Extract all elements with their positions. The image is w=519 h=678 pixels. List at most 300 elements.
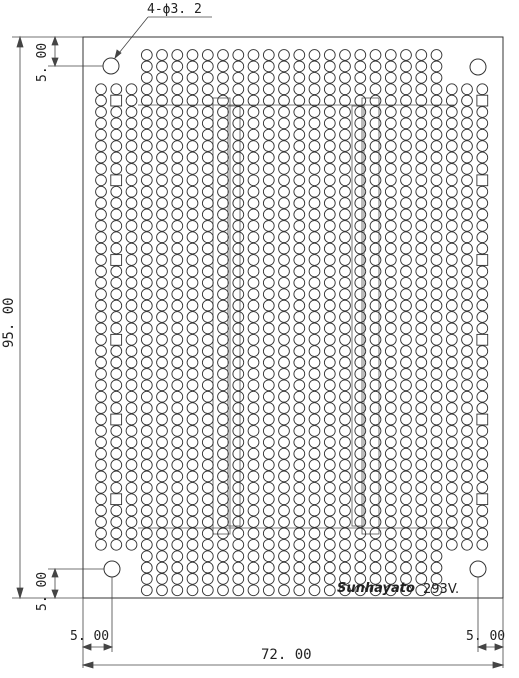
hole bbox=[111, 300, 122, 311]
hole bbox=[385, 437, 396, 448]
hole bbox=[294, 346, 305, 357]
hole bbox=[416, 141, 427, 152]
hole bbox=[340, 323, 351, 334]
hole bbox=[157, 164, 168, 175]
hole bbox=[431, 323, 442, 334]
hole bbox=[172, 61, 183, 72]
hole bbox=[263, 448, 274, 459]
hole bbox=[187, 426, 198, 437]
hole bbox=[111, 528, 122, 539]
hole bbox=[172, 198, 183, 209]
hole bbox=[446, 323, 457, 334]
hole bbox=[96, 369, 107, 380]
hole bbox=[111, 152, 122, 163]
hole bbox=[263, 562, 274, 573]
hole bbox=[477, 357, 488, 368]
hole bbox=[157, 118, 168, 129]
hole bbox=[126, 437, 137, 448]
hole bbox=[385, 426, 396, 437]
hole bbox=[202, 346, 213, 357]
hole bbox=[416, 391, 427, 402]
hole bbox=[416, 551, 427, 562]
hole bbox=[294, 72, 305, 83]
hole bbox=[172, 482, 183, 493]
hole bbox=[111, 84, 122, 95]
hole bbox=[172, 346, 183, 357]
square-pad bbox=[477, 255, 488, 266]
hole bbox=[309, 61, 320, 72]
hole bbox=[309, 118, 320, 129]
hole bbox=[294, 574, 305, 585]
hole bbox=[157, 357, 168, 368]
hole bbox=[431, 380, 442, 391]
hole bbox=[279, 152, 290, 163]
hole bbox=[294, 539, 305, 550]
hole bbox=[248, 164, 259, 175]
hole bbox=[355, 84, 366, 95]
hole bbox=[126, 448, 137, 459]
hole bbox=[172, 221, 183, 232]
hole bbox=[416, 448, 427, 459]
hole bbox=[279, 289, 290, 300]
hole bbox=[279, 323, 290, 334]
hole bbox=[126, 312, 137, 323]
hole bbox=[431, 107, 442, 118]
hole bbox=[263, 380, 274, 391]
hole bbox=[340, 426, 351, 437]
hole bbox=[431, 209, 442, 220]
hole bbox=[111, 437, 122, 448]
hole bbox=[233, 357, 244, 368]
hole bbox=[401, 300, 412, 311]
hole bbox=[126, 129, 137, 140]
hole bbox=[416, 152, 427, 163]
hole bbox=[187, 186, 198, 197]
hole bbox=[111, 289, 122, 300]
width-label: 72. 00 bbox=[261, 647, 312, 663]
hole bbox=[355, 50, 366, 61]
hole bbox=[446, 517, 457, 528]
hole bbox=[416, 300, 427, 311]
hole bbox=[385, 95, 396, 106]
hole bbox=[172, 118, 183, 129]
hole bbox=[172, 414, 183, 425]
hole bbox=[141, 369, 152, 380]
hole bbox=[126, 95, 137, 106]
hole bbox=[477, 209, 488, 220]
hole bbox=[477, 141, 488, 152]
hole bbox=[385, 517, 396, 528]
hole bbox=[279, 482, 290, 493]
hole bbox=[172, 574, 183, 585]
hole bbox=[416, 323, 427, 334]
hole bbox=[248, 186, 259, 197]
hole bbox=[446, 414, 457, 425]
hole bbox=[309, 391, 320, 402]
hole bbox=[263, 505, 274, 516]
square-pad bbox=[477, 414, 488, 425]
hole bbox=[385, 369, 396, 380]
hole bbox=[218, 50, 229, 61]
hole bbox=[172, 357, 183, 368]
hole bbox=[370, 551, 381, 562]
hole bbox=[294, 175, 305, 186]
hole bbox=[187, 221, 198, 232]
hole bbox=[218, 266, 229, 277]
hole bbox=[462, 414, 473, 425]
hole bbox=[248, 369, 259, 380]
hole bbox=[294, 243, 305, 254]
hole bbox=[446, 312, 457, 323]
offset-left-arrow-a bbox=[83, 644, 91, 650]
hole bbox=[111, 505, 122, 516]
hole bbox=[462, 289, 473, 300]
hole bbox=[233, 129, 244, 140]
hole bbox=[126, 403, 137, 414]
hole bbox=[263, 61, 274, 72]
hole bbox=[477, 266, 488, 277]
hole bbox=[431, 266, 442, 277]
hole bbox=[309, 95, 320, 106]
hole bbox=[416, 221, 427, 232]
hole bbox=[126, 164, 137, 175]
hole bbox=[111, 482, 122, 493]
hole bbox=[477, 471, 488, 482]
hole bbox=[340, 232, 351, 243]
hole bbox=[233, 551, 244, 562]
hole bbox=[324, 300, 335, 311]
hole bbox=[96, 403, 107, 414]
hole bbox=[126, 494, 137, 505]
hole bbox=[324, 312, 335, 323]
hole bbox=[218, 471, 229, 482]
hole bbox=[462, 517, 473, 528]
hole bbox=[294, 164, 305, 175]
hole bbox=[431, 152, 442, 163]
hole bbox=[157, 243, 168, 254]
hole bbox=[233, 414, 244, 425]
hole bbox=[279, 61, 290, 72]
hole bbox=[477, 129, 488, 140]
hole bbox=[309, 312, 320, 323]
hole bbox=[370, 50, 381, 61]
hole bbox=[401, 277, 412, 288]
hole bbox=[279, 107, 290, 118]
hole bbox=[324, 152, 335, 163]
hole bbox=[279, 95, 290, 106]
hole bbox=[248, 551, 259, 562]
hole bbox=[141, 186, 152, 197]
hole bbox=[340, 517, 351, 528]
hole bbox=[385, 255, 396, 266]
hole bbox=[248, 255, 259, 266]
hole bbox=[279, 505, 290, 516]
hole bbox=[431, 448, 442, 459]
hole bbox=[157, 585, 168, 596]
hole bbox=[248, 232, 259, 243]
hole bbox=[172, 539, 183, 550]
hole bbox=[309, 460, 320, 471]
hole bbox=[263, 357, 274, 368]
hole bbox=[233, 426, 244, 437]
hole bbox=[324, 505, 335, 516]
hole bbox=[263, 118, 274, 129]
hole bbox=[294, 403, 305, 414]
hole bbox=[309, 437, 320, 448]
offset-top-arrow-b bbox=[52, 58, 58, 66]
hole bbox=[446, 448, 457, 459]
hole bbox=[462, 141, 473, 152]
hole bbox=[157, 426, 168, 437]
hole bbox=[279, 277, 290, 288]
hole bbox=[385, 494, 396, 505]
hole bbox=[401, 186, 412, 197]
hole bbox=[248, 574, 259, 585]
hole bbox=[141, 346, 152, 357]
hole bbox=[309, 152, 320, 163]
hole bbox=[157, 391, 168, 402]
hole bbox=[431, 72, 442, 83]
hole bbox=[309, 266, 320, 277]
hole bbox=[431, 186, 442, 197]
hole bbox=[446, 346, 457, 357]
offset-top-label: 5. 00 bbox=[35, 42, 50, 82]
hole bbox=[233, 460, 244, 471]
hole bbox=[340, 528, 351, 539]
hole bbox=[126, 255, 137, 266]
hole bbox=[340, 175, 351, 186]
hole bbox=[263, 312, 274, 323]
hole bbox=[279, 84, 290, 95]
width-arrow-left bbox=[83, 662, 93, 668]
hole bbox=[446, 300, 457, 311]
hole bbox=[141, 403, 152, 414]
hole bbox=[416, 357, 427, 368]
hole bbox=[294, 323, 305, 334]
hole bbox=[385, 209, 396, 220]
hole bbox=[340, 437, 351, 448]
hole bbox=[141, 84, 152, 95]
hole bbox=[172, 289, 183, 300]
hole bbox=[172, 232, 183, 243]
hole bbox=[324, 357, 335, 368]
hole bbox=[233, 574, 244, 585]
width-arrow-right bbox=[493, 662, 503, 668]
hole bbox=[96, 255, 107, 266]
hole bbox=[431, 300, 442, 311]
hole bbox=[462, 494, 473, 505]
hole bbox=[248, 380, 259, 391]
hole bbox=[96, 391, 107, 402]
hole bbox=[187, 403, 198, 414]
hole bbox=[416, 209, 427, 220]
hole bbox=[294, 460, 305, 471]
hole bbox=[340, 391, 351, 402]
hole bbox=[248, 312, 259, 323]
hole bbox=[294, 107, 305, 118]
hole bbox=[141, 357, 152, 368]
hole bbox=[279, 243, 290, 254]
hole bbox=[309, 528, 320, 539]
hole bbox=[340, 164, 351, 175]
hole bbox=[416, 61, 427, 72]
hole bbox=[233, 243, 244, 254]
hole bbox=[401, 448, 412, 459]
hole bbox=[340, 380, 351, 391]
hole bbox=[279, 334, 290, 345]
hole bbox=[263, 494, 274, 505]
hole bbox=[294, 551, 305, 562]
hole bbox=[279, 471, 290, 482]
hole bbox=[187, 380, 198, 391]
hole bbox=[324, 426, 335, 437]
hole bbox=[340, 152, 351, 163]
hole bbox=[202, 574, 213, 585]
hole bbox=[233, 391, 244, 402]
hole bbox=[462, 300, 473, 311]
hole bbox=[141, 414, 152, 425]
hole bbox=[172, 426, 183, 437]
hole bbox=[202, 118, 213, 129]
hole bbox=[294, 300, 305, 311]
hole bbox=[248, 243, 259, 254]
hole bbox=[263, 369, 274, 380]
hole bbox=[126, 369, 137, 380]
hole bbox=[324, 72, 335, 83]
hole bbox=[324, 118, 335, 129]
hole bbox=[263, 289, 274, 300]
hole bbox=[431, 369, 442, 380]
hole bbox=[96, 118, 107, 129]
hole bbox=[157, 61, 168, 72]
hole bbox=[462, 84, 473, 95]
hole bbox=[477, 277, 488, 288]
hole bbox=[202, 175, 213, 186]
hole bbox=[233, 61, 244, 72]
hole bbox=[187, 164, 198, 175]
hole bbox=[248, 437, 259, 448]
hole bbox=[233, 369, 244, 380]
hole bbox=[340, 84, 351, 95]
hole bbox=[416, 277, 427, 288]
hole bbox=[202, 414, 213, 425]
hole bbox=[172, 266, 183, 277]
hole bbox=[202, 50, 213, 61]
hole bbox=[416, 471, 427, 482]
hole bbox=[126, 391, 137, 402]
hole bbox=[477, 84, 488, 95]
hole bbox=[96, 346, 107, 357]
hole bbox=[248, 50, 259, 61]
hole bbox=[340, 562, 351, 573]
hole bbox=[446, 209, 457, 220]
hole bbox=[294, 482, 305, 493]
hole bbox=[324, 209, 335, 220]
hole bbox=[126, 334, 137, 345]
hole bbox=[141, 380, 152, 391]
hole bbox=[187, 562, 198, 573]
hole bbox=[263, 255, 274, 266]
hole bbox=[477, 300, 488, 311]
hole bbox=[324, 471, 335, 482]
hole bbox=[126, 482, 137, 493]
hole bbox=[309, 505, 320, 516]
hole bbox=[172, 186, 183, 197]
hole bbox=[172, 471, 183, 482]
hole bbox=[279, 221, 290, 232]
hole bbox=[157, 107, 168, 118]
height-arrow-bottom bbox=[17, 588, 23, 598]
hole bbox=[446, 277, 457, 288]
hole bbox=[233, 539, 244, 550]
hole bbox=[141, 505, 152, 516]
hole bbox=[477, 437, 488, 448]
hole bbox=[416, 72, 427, 83]
hole bbox=[294, 448, 305, 459]
hole bbox=[462, 277, 473, 288]
hole bbox=[401, 528, 412, 539]
hole bbox=[401, 517, 412, 528]
hole bbox=[218, 460, 229, 471]
hole bbox=[263, 84, 274, 95]
hole bbox=[385, 186, 396, 197]
hole bbox=[416, 505, 427, 516]
mounting-hole-bottom-right bbox=[470, 561, 486, 577]
hole bbox=[309, 277, 320, 288]
hole bbox=[233, 95, 244, 106]
hole bbox=[233, 232, 244, 243]
hole bbox=[401, 403, 412, 414]
hole bbox=[141, 129, 152, 140]
hole bbox=[263, 164, 274, 175]
hole bbox=[141, 255, 152, 266]
hole bbox=[401, 551, 412, 562]
hole bbox=[294, 255, 305, 266]
hole bbox=[462, 243, 473, 254]
hole bbox=[416, 243, 427, 254]
hole bbox=[96, 209, 107, 220]
hole bbox=[218, 574, 229, 585]
hole bbox=[416, 95, 427, 106]
hole bbox=[324, 517, 335, 528]
hole bbox=[202, 84, 213, 95]
hole bbox=[294, 152, 305, 163]
hole bbox=[187, 471, 198, 482]
hole bbox=[172, 141, 183, 152]
hole bbox=[370, 84, 381, 95]
hole bbox=[446, 152, 457, 163]
hole bbox=[126, 528, 137, 539]
hole bbox=[446, 334, 457, 345]
hole bbox=[294, 61, 305, 72]
hole bbox=[279, 72, 290, 83]
hole bbox=[218, 539, 229, 550]
hole bbox=[309, 346, 320, 357]
hole bbox=[446, 528, 457, 539]
hole bbox=[279, 369, 290, 380]
hole bbox=[401, 334, 412, 345]
hole bbox=[126, 517, 137, 528]
hole bbox=[340, 505, 351, 516]
hole bbox=[218, 175, 229, 186]
hole bbox=[324, 221, 335, 232]
hole bbox=[202, 255, 213, 266]
hole bbox=[279, 186, 290, 197]
hole bbox=[385, 141, 396, 152]
hole bbox=[324, 255, 335, 266]
hole bbox=[431, 334, 442, 345]
hole bbox=[187, 460, 198, 471]
